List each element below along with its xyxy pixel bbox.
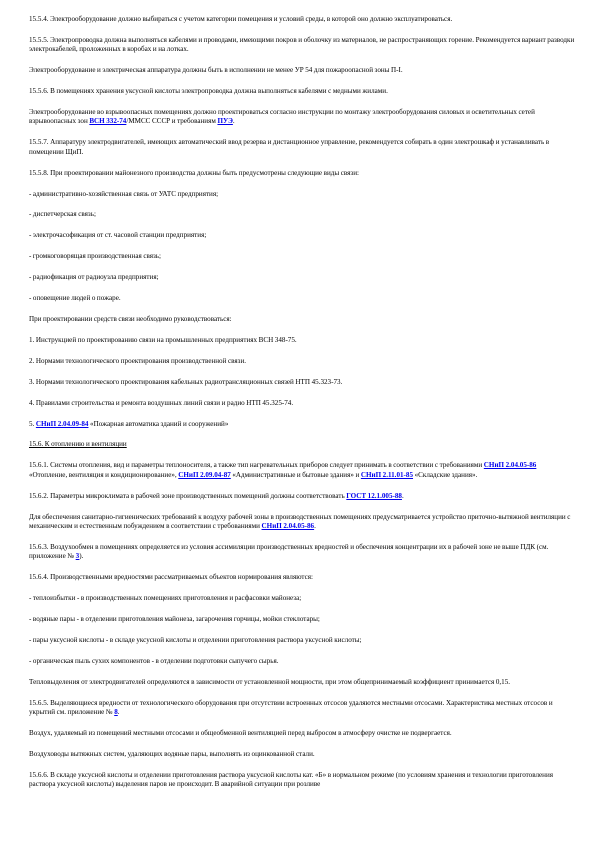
text-segment: 15.6.1. Системы отопления, вид и параметры теплоносителя, а также тип нагревательных приборов следует принимать в соответствии с требованиями (29, 461, 484, 470)
paragraph-15-6-4: 15.6.4. Производственными вредностями рассматриваемых объектов нормирования являются: (29, 573, 314, 582)
paragraph-exhaust-air: Воздух, удаляемый из помещений местными отсосами и общеобменной вентиляцией перед выбросом в атмосферу очистке не подвергается. (29, 728, 452, 737)
list-item-guidance: 4. Правилами строительства и ремонта воздушных линий связи и радио НТП 45.325-74. (29, 398, 294, 407)
link-appendix-3[interactable]: 3 (75, 552, 80, 561)
text-segment: «Административные и бытовые здания» и (230, 470, 361, 479)
text-segment: . (401, 491, 404, 500)
list-item-communication: - диспетчерская связь; (29, 210, 96, 219)
paragraph-ventilation-requirements (29, 513, 576, 532)
list-item-communication: - оповещение людей о пожаре. (29, 294, 121, 303)
text-segment: /ММСС СССР и требованиям (126, 117, 218, 126)
link-gost-12-1-005-88[interactable]: ГОСТ 12.1.005-88 (346, 491, 402, 500)
section-heading-text: 15.6. К отоплению и вентиляции (29, 440, 127, 449)
text-segment: Для обеспечения санитарно-гигиенических требований к воздуху рабочей зоны в производственных помещениях предусматривается устройство приточно-вытяжной вентиляции с механическим и естественным побуждением в соответствии с требованиями (29, 512, 571, 530)
list-item-guidance (29, 420, 576, 429)
paragraph-motor-heat: Тепловыделения от электродвигателей определяются в зависимости от установленной мощности, при этом общепринимаемый коэффициент принимается 0,15. (29, 677, 511, 686)
list-item-communication: - громкоговорящая производственная связь; (29, 252, 162, 261)
list-item-guidance: 1. Инструкцией по проектированию связи на промышленных предприятиях ВСН 348-75. (29, 335, 297, 344)
link-snip-2-04-05-86[interactable]: СНиП 2.04.05-86 (483, 461, 537, 470)
paragraph-15-5-4: 15.5.4. Электрооборудование должно выбираться с учетом категории помещения и условий среды, в которой оно должно эксплуатироваться. (29, 15, 453, 23)
paragraph-15-5-7: 15.5.7. Аппаратуру электродвигателей, имеющих автоматический ввод резерва и дистанционное управление, рекомендуется собирать в один электрошкаф и устанавливать в помещении ЩиП. (29, 138, 550, 156)
paragraph-equipment-ur54: Электрооборудование и электрическая аппаратура должны быть в исполнении не менее УР 54 для пожароопасной зоны П-I. (29, 66, 403, 75)
link-snip-2-04-09-84[interactable]: СНиП 2.04.09-84 (35, 419, 89, 428)
list-item-hazard: - органическая пыль сухих компонентов - в отделении подготовки сыпучего сырья. (29, 656, 279, 665)
link-appendix-8[interactable]: 8 (114, 708, 118, 717)
paragraph-guidance-intro: При проектировании средств связи необходимо руководствоваться: (29, 315, 232, 323)
text-segment: 5. (29, 419, 36, 428)
list-item-hazard: - теплоизбытки - в производственных помещениях приготовления и расфасовки майонеза; (29, 594, 302, 603)
link-snip-2-09-04-87[interactable]: СНиП 2.09.04-87 (178, 470, 231, 479)
list-item-hazard: - пары уксусной кислоты - в складе уксусной кислоты и отделении приготовления раствора уксусной кислоты; (29, 635, 362, 644)
list-item-guidance: 2. Нормами технологического проектирования производственной связи. (29, 356, 247, 365)
paragraph-15-6-2 (29, 492, 576, 501)
paragraph-ducts: Воздуховоды вытяжных систем, удаляющих водяные пары, выполнять из оцинкованной стали. (29, 749, 315, 758)
paragraph-15-5-6: 15.5.6. В помещениях хранения уксусной кислоты электропроводка должна выполняться кабелями с медными жилами. (29, 87, 388, 96)
paragraph-explosive-rooms (29, 108, 576, 127)
link-snip-2-04-05-86[interactable]: СНиП 2.04.05-86 (261, 521, 315, 530)
text-segment: . (117, 708, 120, 717)
text-segment: . (314, 521, 316, 530)
list-item-communication: - радиофикация от радиоузла предприятия; (29, 273, 159, 282)
text-segment: 15.6.5. Выделяющиеся вредности от технологического оборудования при отсутствии встроенных отсосов удаляются местными отсосами. Характеристика местных отсосов и укрытий см. приложение № (29, 698, 553, 717)
list-item-guidance: 3. Нормами технологического проектирования кабельных радиотрансляционных связей НТП 45.323-73. (29, 377, 343, 386)
paragraph-15-5-5: 15.5.5. Электропроводка должна выполняться кабелями и проводами, имеющими покров и оболочку из материалов, не распространяющих горение. Рекомендуется вариант разводки электрокабелей, проложенных в коробах и на лотках. (29, 35, 575, 54)
link-pue[interactable]: ПУЭ (217, 117, 233, 126)
list-item-hazard: - водяные пары - в отделении приготовления майонеза, загарочения горчицы, мойки стеклотары; (29, 615, 320, 623)
section-heading-heating-ventilation (29, 440, 576, 449)
text-segment: «Складские здания». (413, 470, 478, 479)
paragraph-15-6-1 (29, 461, 576, 480)
paragraph-15-5-8: 15.5.8. При проектировании майонезного производства должны быть предусмотрены следующие виды связи: (29, 168, 359, 177)
paragraph-15-6-5 (29, 699, 576, 718)
text-segment: 15.6.2. Параметры микроклимата в рабочей зоне производственных помещений должны соответствовать (29, 491, 347, 500)
list-item-communication: - административно-хозяйственная связь от УАТС предприятия; (29, 189, 219, 198)
text-segment: . (232, 117, 235, 126)
text-segment: 15.6.3. Воздухообмен в помещениях определяется из условия ассимиляции производственных вредностей и обеспечения концентрации их в рабочей зоне не выше ПДК (см. приложение № (29, 542, 549, 561)
list-item-communication: - электрочасофикация от ст. часовой станции предприятия; (29, 231, 207, 240)
text-segment: «Пожарная автоматика зданий и сооружений» (88, 419, 229, 428)
link-vsn-332-74[interactable]: ВСН 332-74 (89, 117, 127, 126)
text-segment: ). (79, 552, 84, 561)
paragraph-15-6-6: 15.6.6. В складе уксусной кислоты и отделении приготовления раствора уксусной кислоты кат. «Б» в нормальном режиме (по условиям хранения и технологии приготовления раствора уксусной кислоты) выделения паров не происходит. В аварийной ситуации при розливе (29, 770, 554, 789)
paragraph-15-6-3 (29, 543, 576, 562)
text-segment: «Отопление, вентиляция и кондиционирование», (29, 470, 179, 479)
link-snip-2-11-01-85[interactable]: СНиП 2.11.01-85 (360, 470, 414, 479)
text-segment: Электрооборудование во взрывоопасных помещениях должно проектироваться согласно инструкции по монтажу электрооборудования силовых и осветительных сетей взрывоопасных зон (29, 108, 535, 126)
